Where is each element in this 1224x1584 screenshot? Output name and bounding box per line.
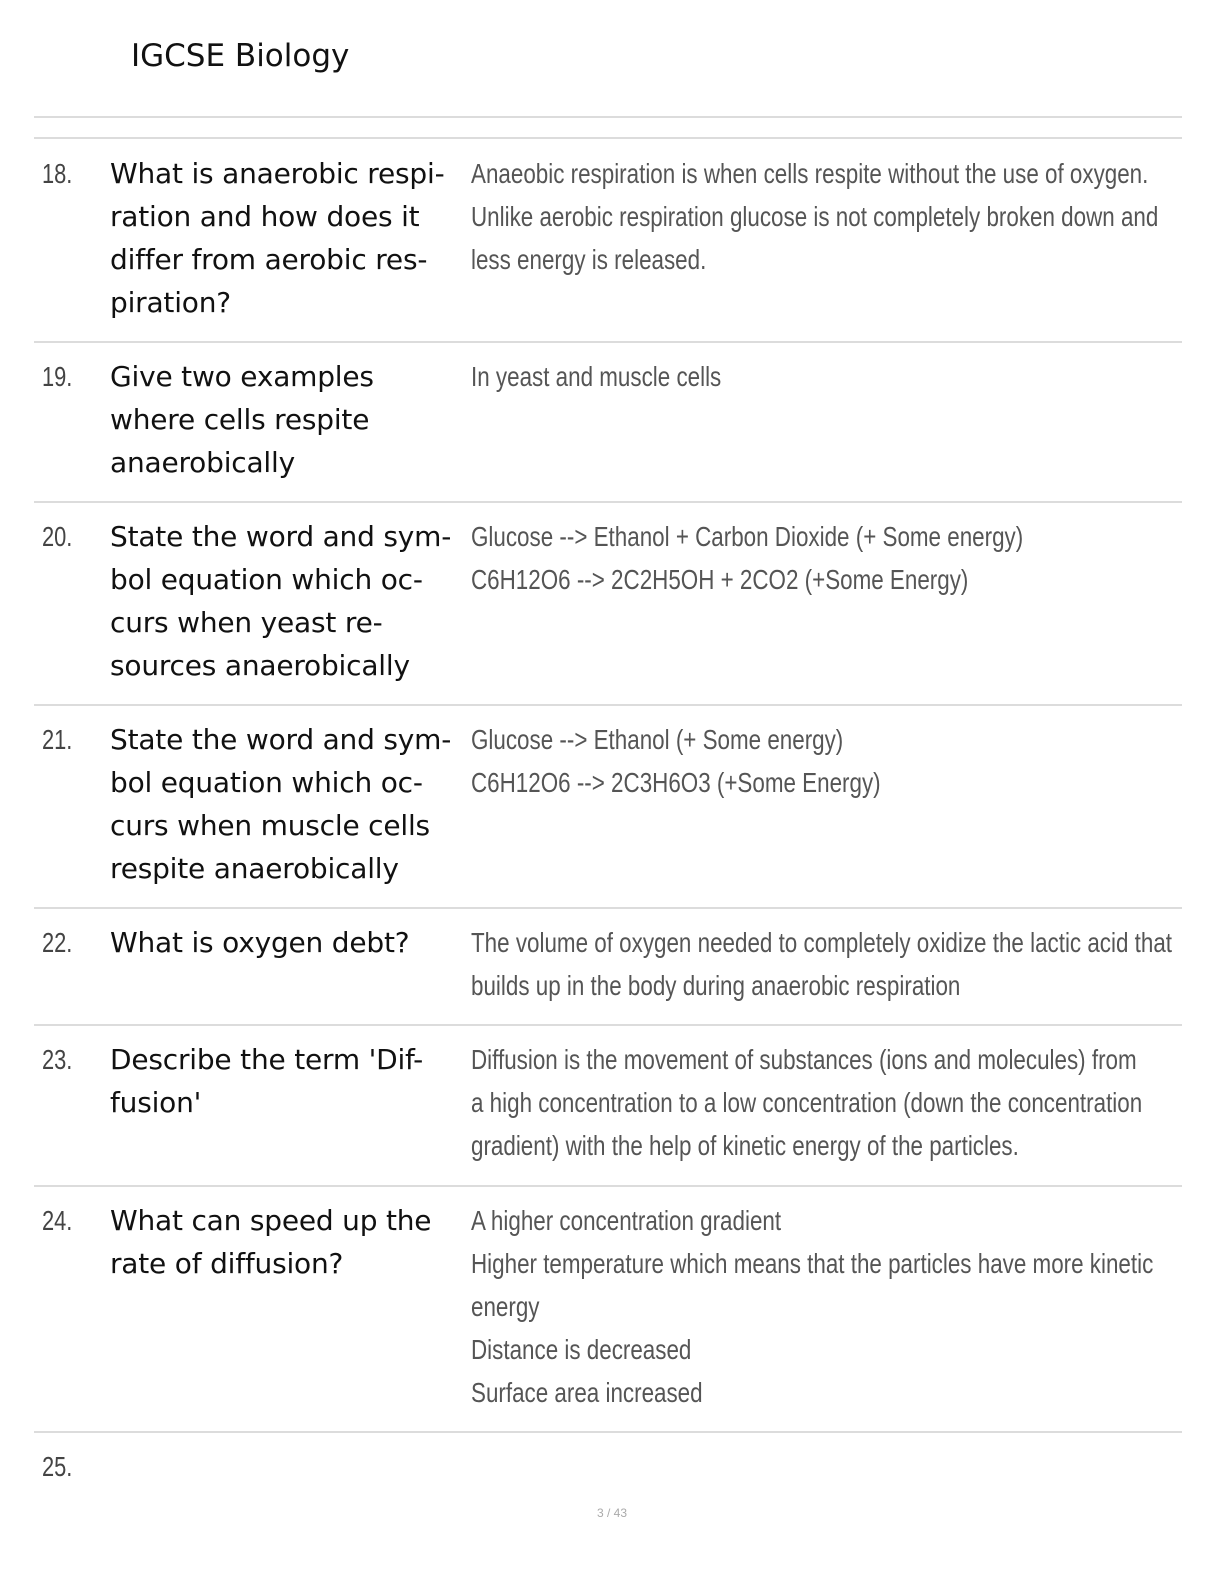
question-line: State the word and sym- xyxy=(110,723,452,756)
question-line: What can speed up the xyxy=(110,1204,432,1237)
answer-text xyxy=(471,355,1171,398)
answer-line: Higher temperature which means that the particles have more kinetic xyxy=(471,1248,1154,1279)
answer-line: a high concentration to a low concentration (down the concentration xyxy=(471,1087,1143,1118)
document-title: IGCSE Biology xyxy=(131,38,350,74)
flashcard-row xyxy=(34,921,1182,1026)
flashcard-row xyxy=(34,718,1182,909)
answer-line: Glucose --> Ethanol (+ Some energy) xyxy=(471,724,844,755)
page-indicator: 3 / 43 xyxy=(596,1506,628,1520)
question-text xyxy=(110,1038,460,1124)
question-line: curs when muscle cells xyxy=(110,809,430,842)
row-number: 25. xyxy=(42,1451,73,1482)
answer-line: Diffusion is the movement of substances (ions and molecules) from xyxy=(471,1044,1137,1075)
question-line: ration and how does it xyxy=(110,200,420,233)
answer-line: Surface area increased xyxy=(471,1377,703,1408)
answer-line: Unlike aerobic respiration glucose is not completely broken down and xyxy=(471,201,1159,232)
question-line: bol equation which oc- xyxy=(110,766,423,799)
answer-line: energy xyxy=(471,1291,540,1322)
answer-text xyxy=(471,1199,1171,1414)
row-number: 20. xyxy=(42,521,73,552)
row-number: 23. xyxy=(42,1044,73,1075)
question-line: anaerobically xyxy=(110,446,295,479)
question-text xyxy=(110,921,460,964)
question-text xyxy=(110,718,460,890)
answer-line: C6H12O6 --> 2C3H6O3 (+Some Energy) xyxy=(471,767,881,798)
row-divider xyxy=(34,1431,1182,1433)
row-number: 21. xyxy=(42,724,73,755)
question-line: rate of diffusion? xyxy=(110,1247,344,1280)
question-line: Give two examples xyxy=(110,360,374,393)
question-text xyxy=(110,355,460,484)
row-number: 18. xyxy=(42,158,73,189)
row-number: 19. xyxy=(42,361,73,392)
question-line: piration? xyxy=(110,286,231,319)
question-line: where cells respite xyxy=(110,403,370,436)
flashcard-row xyxy=(34,355,1182,503)
question-line: differ from aerobic res- xyxy=(110,243,428,276)
question-line: Describe the term 'Dif- xyxy=(110,1043,424,1076)
flashcard-row xyxy=(34,1445,1182,1495)
answer-line: C6H12O6 --> 2C2H5OH + 2CO2 (+Some Energy) xyxy=(471,564,969,595)
question-line: State the word and sym- xyxy=(110,520,452,553)
row-divider xyxy=(34,501,1182,503)
flashcard-row xyxy=(34,1199,1182,1433)
row-divider xyxy=(34,341,1182,343)
answer-line: A higher concentration gradient xyxy=(471,1205,782,1236)
answer-line: gradient) with the help of kinetic energy of the particles. xyxy=(471,1130,1019,1161)
question-line: bol equation which oc- xyxy=(110,563,423,596)
answer-text xyxy=(471,921,1171,1007)
question-line: curs when yeast re- xyxy=(110,606,383,639)
question-line: sources anaerobically xyxy=(110,649,410,682)
question-line: respite anaerobically xyxy=(110,852,399,885)
flashcard-row xyxy=(34,152,1182,343)
row-divider xyxy=(34,1185,1182,1187)
answer-line: In yeast and muscle cells xyxy=(471,361,722,392)
answer-text xyxy=(471,1038,1171,1167)
question-line: fusion' xyxy=(110,1086,202,1119)
answer-text xyxy=(471,718,1171,804)
question-text xyxy=(110,515,460,687)
answer-line: Anaeobic respiration is when cells respite without the use of oxygen. xyxy=(471,158,1149,189)
row-divider xyxy=(34,1024,1182,1026)
row-number: 24. xyxy=(42,1205,73,1236)
question-text xyxy=(110,1199,460,1285)
flashcard-row xyxy=(34,1038,1182,1187)
question-line: What is anaerobic respi- xyxy=(110,157,445,190)
answer-text xyxy=(471,152,1171,281)
table-top-divider xyxy=(34,137,1182,139)
answer-line: Distance is decreased xyxy=(471,1334,692,1365)
answer-line: Glucose --> Ethanol + Carbon Dioxide (+ Some energy) xyxy=(471,521,1024,552)
row-number: 22. xyxy=(42,927,73,958)
answer-line: The volume of oxygen needed to completely oxidize the lactic acid that xyxy=(471,927,1173,958)
header-divider xyxy=(34,116,1182,118)
row-divider xyxy=(34,907,1182,909)
answer-line: builds up in the body during anaerobic respiration xyxy=(471,970,961,1001)
question-line: What is oxygen debt? xyxy=(110,926,410,959)
flashcard-row xyxy=(34,515,1182,706)
row-divider xyxy=(34,704,1182,706)
answer-text xyxy=(471,515,1171,601)
answer-line: less energy is released. xyxy=(471,244,707,275)
question-text xyxy=(110,152,460,324)
